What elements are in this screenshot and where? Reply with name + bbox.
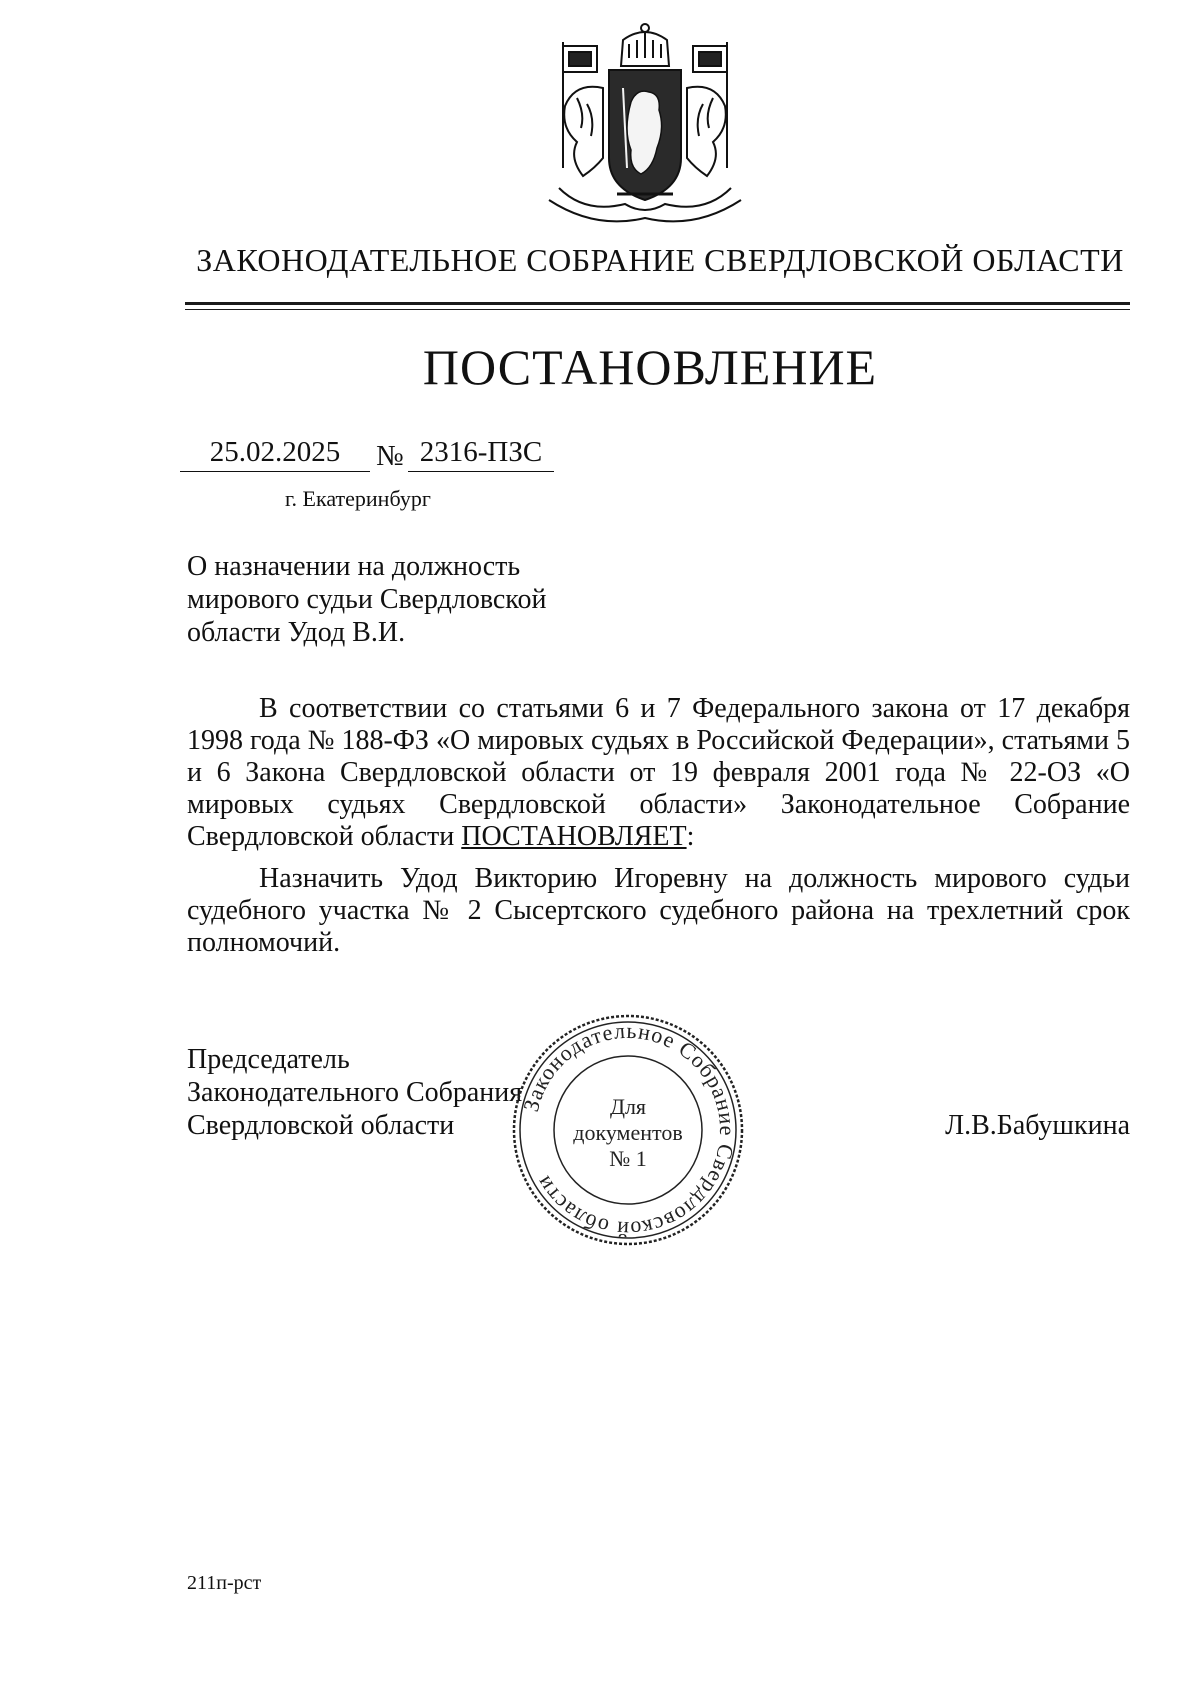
seal-ring-text: Законодательное Собрание Свердловской области xyxy=(518,1017,741,1243)
signer-title-line: Председатель xyxy=(187,1044,350,1075)
signer-name: Л.В.Бабушкина xyxy=(945,1110,1130,1141)
organization-title: ЗАКОНОДАТЕЛЬНОЕ СОБРАНИЕ СВЕРДЛОВСКОЙ ОБЛАСТИ xyxy=(196,242,1124,278)
resolution-text: Назначить Удод Викторию Игоревну на должность мирового судьи судебного участка № 2 Сысертского судебного района на трехлетний срок полномочий. xyxy=(187,863,1130,958)
document-type-heading: ПОСТАНОВЛЕНИЕ xyxy=(422,339,878,395)
footer-code: 211п-рст xyxy=(187,1572,262,1594)
subject-line: области Удод В.И. xyxy=(187,617,406,648)
decree-colon: : xyxy=(686,821,695,852)
coat-of-arms-icon xyxy=(525,18,765,230)
signer-title-line: Свердловской области xyxy=(187,1110,455,1141)
resolution-paragraph xyxy=(187,863,1130,959)
document-subject xyxy=(187,550,607,649)
subject-line: О назначении на должность xyxy=(187,551,521,582)
header-divider-thin xyxy=(185,309,1130,310)
preamble-paragraph xyxy=(187,693,1130,853)
official-seal-stamp xyxy=(510,1012,746,1248)
subject-line: мирового судьи Свердловской xyxy=(187,584,547,615)
header-divider xyxy=(185,302,1130,305)
seal-line: № 1 xyxy=(609,1146,647,1171)
document-city: г. Екатеринбург xyxy=(285,486,431,511)
document-number: 2316-ПЗС xyxy=(408,436,554,472)
seal-line: документов xyxy=(573,1120,683,1145)
seal-line: Для xyxy=(609,1094,647,1119)
preamble-text: В соответствии со статьями 6 и 7 Федерального закона от 17 декабря 1998 года № 188-ФЗ «О мировых судьях в Российской Федерации», статьями 5 и 6 Закона Свердловской области от 19 февраля 2001 года № 22-ОЗ «О мировых судьях Свердловской области» Законодательное Собрание Свердловской области xyxy=(187,693,1130,852)
decree-word: ПОСТАНОВЛЯЕТ xyxy=(461,821,687,852)
document-date: 25.02.2025 xyxy=(180,436,370,472)
signer-title-line: Законодательного Собрания xyxy=(187,1077,523,1108)
number-sign: № xyxy=(376,440,404,472)
